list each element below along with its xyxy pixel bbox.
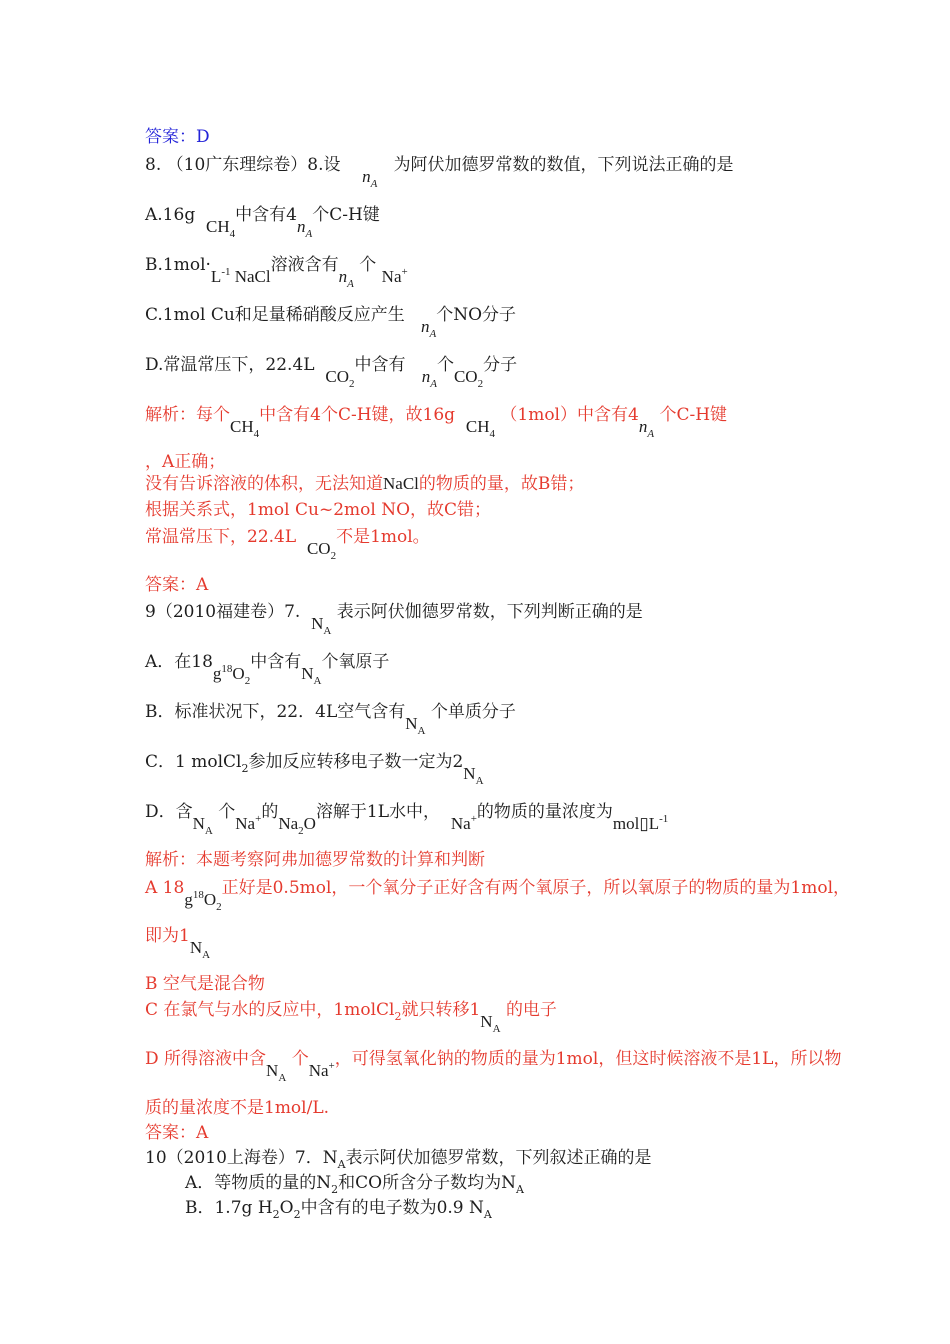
text-fragment: 常温常压下，22.4L [145, 527, 297, 547]
nA-symbol [296, 217, 313, 240]
text-fragment: n [421, 317, 430, 336]
text-fragment: 2 [293, 1208, 301, 1221]
o18-formula [212, 663, 251, 687]
text-fragment: 个单质分子 [430, 702, 516, 722]
question-9-stem [145, 600, 643, 637]
text-fragment: 溶解于1L水中， [315, 802, 441, 822]
text-fragment: N [405, 714, 418, 733]
text-fragment: A [370, 178, 378, 190]
text-fragment: 个 [291, 1049, 309, 1069]
text-fragment: O [232, 664, 245, 683]
text-fragment: 中含有的电子数为0.9 N [300, 1198, 484, 1218]
text-fragment: CO [325, 367, 350, 386]
option-8b [145, 253, 408, 290]
text-fragment: 不是1mol。 [336, 527, 430, 547]
option-9c [145, 750, 484, 787]
analysis-9-line5 [145, 998, 557, 1035]
text-fragment: 溶液含有 [270, 255, 339, 275]
text-fragment: N [480, 1012, 493, 1031]
text-fragment: D．含 [145, 802, 193, 822]
text-fragment: Na [381, 267, 402, 286]
text-fragment: 2 [349, 378, 355, 390]
text-fragment: CH [230, 417, 254, 436]
NA-symbol [301, 664, 322, 687]
NA-symbol [192, 814, 213, 837]
text-fragment: L [648, 814, 660, 833]
text-fragment: ，可得氢氧化钠的物质的量为1mol，但这时候溶液不是1L，所以物 [334, 1049, 842, 1069]
text-fragment: 的物质的量，故B错； [418, 474, 585, 494]
option-8d [145, 353, 518, 390]
text-fragment: N [311, 614, 324, 633]
text-fragment: CO [453, 367, 478, 386]
text-fragment: mol [612, 814, 640, 833]
nacl-formula: NaCl [383, 474, 419, 493]
analysis-9-line3 [145, 924, 211, 961]
text-fragment: n [338, 267, 348, 286]
text-fragment: + [401, 266, 408, 278]
question-8-stem [145, 153, 734, 190]
text-fragment: A [483, 1208, 492, 1221]
text-fragment: A [429, 328, 437, 340]
NA-symbol [405, 714, 426, 737]
text-fragment: A [347, 278, 354, 290]
text-fragment: 个C-H键 [312, 205, 380, 225]
text-fragment: 答案：A [145, 1123, 209, 1143]
na-ion [382, 267, 408, 286]
text-fragment: CH [206, 217, 230, 236]
text-fragment: N [192, 814, 205, 833]
text-fragment: CO [306, 539, 331, 558]
text-fragment: A [492, 1023, 501, 1035]
text-fragment: A [313, 675, 322, 687]
text-fragment: 4 [229, 228, 236, 240]
text-fragment: A [202, 949, 211, 961]
o18-formula [184, 889, 222, 913]
text-fragment: 解析：本题考察阿弗加德罗常数的计算和判断 [145, 850, 485, 870]
text-fragment: （1mol）中含有4 [500, 405, 639, 425]
text-fragment: 2 [241, 762, 249, 775]
analysis-9-line4 [145, 972, 265, 996]
text-fragment: N [266, 1061, 279, 1080]
text-fragment: O [279, 1198, 294, 1218]
nA-symbol [421, 367, 437, 390]
text-fragment: N [301, 664, 314, 683]
text-fragment: 为阿伏加德罗常数的数值，下列说法正确的是 [393, 155, 734, 175]
text-fragment: C 在氯气与水的反应中，1molCl [145, 1000, 395, 1020]
text-fragment: n [421, 367, 431, 386]
text-fragment: + [470, 813, 477, 825]
text-fragment: 4 [253, 428, 260, 440]
co2-formula [306, 539, 337, 562]
text-fragment: 10（2010上海卷）7．N [145, 1148, 338, 1168]
text-fragment: 参加反应转移电子数一定为2 [248, 752, 464, 772]
text-fragment: Na [278, 814, 299, 833]
text-fragment: Na [450, 814, 471, 833]
option-9d [145, 800, 669, 837]
text-fragment: B.1mol· [145, 255, 211, 275]
text-fragment: A 18 [145, 878, 185, 898]
ch4-formula [230, 417, 260, 440]
text-fragment: 中含有4个C-H键，故16g [259, 405, 456, 425]
answer-line-a [145, 573, 208, 597]
text-fragment: 8. （10广东理综卷）8.设 [145, 155, 341, 175]
text-fragment: Na [308, 1061, 329, 1080]
ch4-formula [206, 217, 236, 240]
text-fragment: 中含有 [354, 355, 406, 375]
answer-line-a-2 [145, 1121, 208, 1145]
text-fragment: 表示阿伏加德罗常数，下列叙述正确的是 [345, 1148, 652, 1168]
text-fragment: 解析：每个 [145, 405, 230, 425]
text-fragment: A [337, 1158, 346, 1171]
text-fragment: n [362, 167, 371, 186]
analysis-8-line1 [145, 403, 728, 440]
text-fragment: 2 [477, 378, 484, 390]
text-fragment: 就只转移1 [401, 1000, 481, 1020]
text-fragment: O [203, 890, 217, 909]
text-fragment: C.1mol Cu和足量稀硝酸反应产生 [145, 305, 405, 325]
text-fragment: + [255, 813, 262, 825]
text-fragment: B 空气是混合物 [145, 974, 265, 994]
text-fragment: 2 [331, 1183, 339, 1196]
co2-formula [453, 367, 484, 390]
text-fragment: Na [235, 814, 256, 833]
NA-symbol [480, 1012, 501, 1035]
text-fragment: ▯ [639, 814, 649, 833]
na2o-formula [278, 814, 316, 837]
analysis-8-line2 [145, 450, 225, 474]
text-fragment: B．标准状况下，22．4L空气含有 [145, 702, 406, 722]
text-fragment: -1 [659, 813, 669, 825]
text-fragment: + [328, 1060, 335, 1072]
text-fragment: A [647, 428, 655, 440]
text-fragment: 的电子 [505, 1000, 557, 1020]
text-fragment: NaCl [234, 267, 271, 286]
text-fragment: 和CO所含分子数均为N [338, 1173, 516, 1193]
text-fragment: 个氧原子 [321, 652, 390, 672]
na-ion [451, 814, 477, 833]
text-fragment: 答案：A [145, 575, 209, 595]
text-fragment: 中含有 [250, 652, 302, 672]
per-liter-unit [211, 267, 271, 286]
nA-symbol [362, 167, 378, 190]
text-fragment: g [212, 664, 222, 683]
text-fragment: 的物质的量浓度为 [476, 802, 613, 822]
text-fragment: 的 [261, 802, 279, 822]
text-fragment: A [204, 825, 213, 837]
text-fragment: 根据关系式，1mol Cu~2mol NO，故C错； [145, 500, 492, 520]
text-fragment: A．等物质的量的N [185, 1173, 332, 1193]
co2-formula [325, 367, 355, 390]
answer-line-d [145, 125, 210, 149]
text-fragment: 2 [244, 675, 251, 687]
option-10b [185, 1196, 492, 1222]
analysis-8-line5 [145, 525, 430, 562]
NA-symbol [311, 614, 332, 637]
text-fragment: O [303, 814, 316, 833]
text-fragment: 个C-H键 [659, 405, 728, 425]
text-fragment: A [323, 625, 332, 637]
text-fragment: 答案：D [145, 127, 210, 147]
text-fragment: L [210, 267, 222, 286]
nA-symbol [338, 267, 354, 290]
text-fragment: 2 [394, 1010, 402, 1023]
na-ion [309, 1061, 335, 1080]
text-fragment: 表示阿伏伽德罗常数，下列判断正确的是 [336, 602, 643, 622]
na-ion [235, 814, 261, 833]
text-fragment: A [430, 378, 437, 390]
text-fragment: N [463, 764, 476, 783]
text-fragment: A．在18 [145, 652, 213, 672]
text-fragment: D 所得溶液中含 [145, 1049, 267, 1069]
text-fragment: 个NO分子 [436, 305, 517, 325]
text-fragment: CH [465, 417, 490, 436]
text-fragment: N [189, 938, 203, 957]
text-fragment: 个 [359, 255, 377, 275]
analysis-9-line7 [145, 1096, 329, 1120]
text-fragment: 2 [272, 1208, 280, 1221]
text-fragment: 即为1 [145, 926, 190, 946]
text-fragment: ，A正确； [145, 452, 226, 472]
text-fragment: 18 [221, 663, 233, 675]
text-fragment: n [296, 217, 306, 236]
text-fragment: 个 [436, 355, 454, 375]
text-fragment: 分子 [483, 355, 518, 375]
text-fragment: A [278, 1072, 287, 1084]
analysis-8-line3 [145, 472, 584, 496]
analysis-9-line1 [145, 848, 485, 872]
text-fragment: 4 [489, 428, 495, 440]
analysis-9-line2 [145, 876, 851, 913]
text-fragment: g [184, 890, 193, 909]
option-9a [145, 650, 390, 687]
NA-symbol [266, 1061, 287, 1084]
nA-symbol [421, 317, 437, 340]
text-fragment: 质的量浓度不是1mol/L. [145, 1098, 330, 1118]
analysis-8-line4 [145, 498, 491, 522]
text-fragment: B．1.7g H [185, 1198, 273, 1218]
text-fragment: 9（2010福建卷）7. [145, 602, 301, 622]
text-fragment: A [475, 775, 484, 787]
text-fragment: 2 [216, 901, 222, 913]
text-fragment: A [515, 1183, 524, 1196]
text-fragment: A.16g [145, 205, 196, 225]
text-fragment: 个 [218, 802, 236, 822]
option-9b [145, 700, 516, 737]
text-fragment: n [638, 417, 648, 436]
text-fragment: 中含有4 [235, 205, 297, 225]
NA-symbol [189, 938, 211, 961]
text-fragment: A [417, 725, 426, 737]
option-8a [145, 203, 380, 240]
text-fragment: 正好是0.5mol，一个氧分子正好含有两个氧原子，所以氧原子的物质的量为1mol， [221, 878, 851, 898]
nA-symbol [638, 417, 655, 440]
text-fragment: C．1 molCl [145, 752, 242, 772]
text-fragment: 18 [192, 889, 204, 901]
concentration-unit [613, 814, 668, 833]
ch4-formula [465, 417, 495, 440]
text-fragment: 没有告诉溶液的体积，无法知道 [145, 474, 383, 494]
text-fragment: A [305, 228, 313, 240]
option-10a [185, 1171, 524, 1197]
question-10-stem [145, 1146, 652, 1172]
text-fragment: 2 [298, 825, 304, 837]
text-fragment: D.常温常压下，22.4L [145, 355, 315, 375]
option-8c [145, 303, 517, 340]
analysis-9-line6 [145, 1047, 842, 1084]
text-fragment: 2 [330, 550, 337, 562]
NA-symbol [463, 764, 484, 787]
text-fragment: -1 [221, 266, 231, 278]
